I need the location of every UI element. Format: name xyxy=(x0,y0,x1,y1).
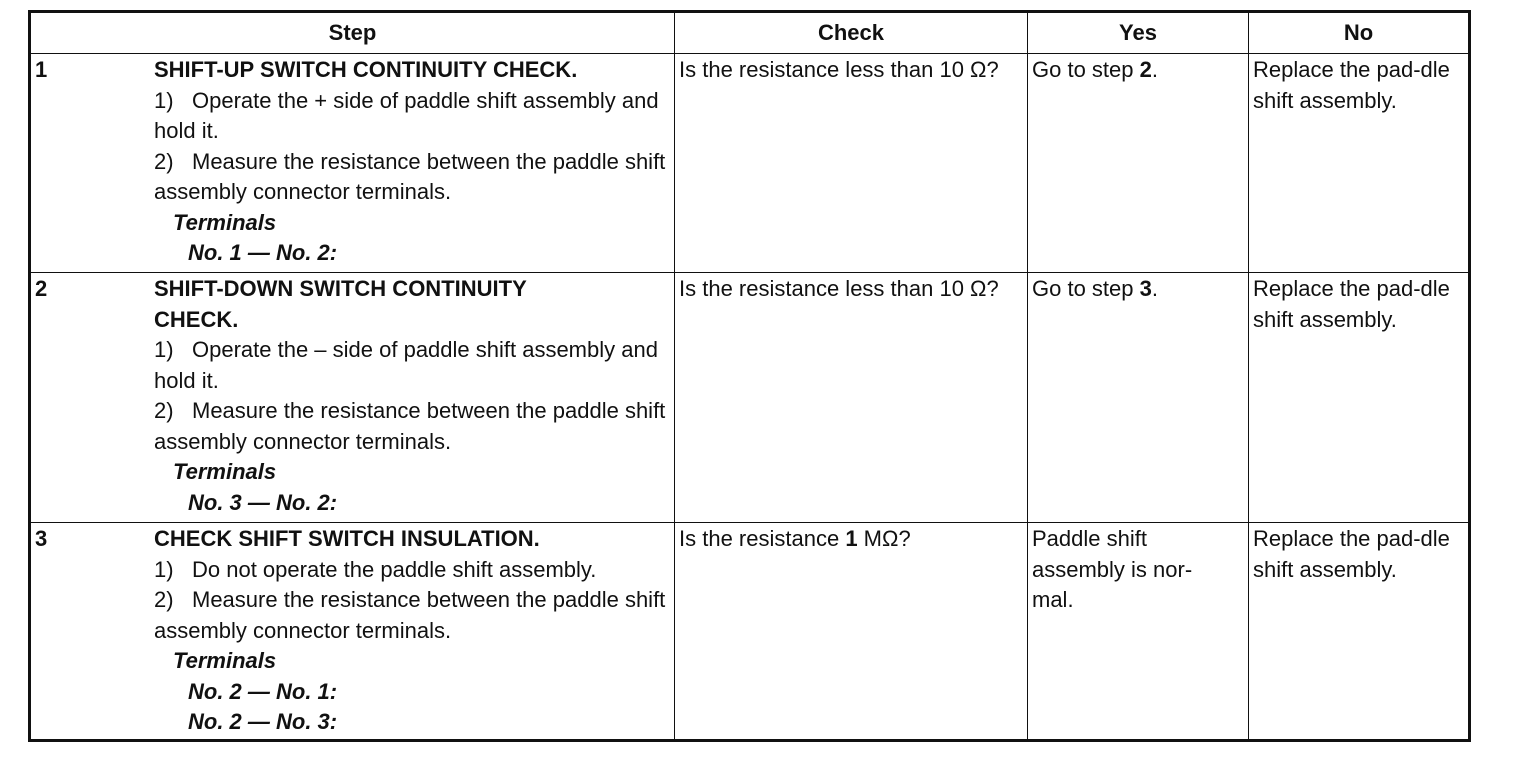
yes-cell xyxy=(1028,54,1249,273)
terminal-pair: No. 2 — No. 1: xyxy=(188,678,338,704)
yes-text xyxy=(1032,54,1244,86)
step-body xyxy=(154,274,670,518)
yes-step-number: 2 xyxy=(1139,57,1152,82)
terminal-pair: No. 2 — No. 3: xyxy=(188,709,338,734)
table-row xyxy=(30,523,1470,741)
step-title: SHIFT-DOWN SWITCH CONTINUITY CHECK. xyxy=(154,276,527,332)
step-cell xyxy=(30,273,675,523)
step-cell xyxy=(30,523,675,741)
no-cell xyxy=(1249,273,1470,523)
step-body xyxy=(154,55,670,269)
step-title: CHECK SHIFT SWITCH INSULATION. xyxy=(154,526,540,551)
check-suffix: MΩ? xyxy=(857,526,911,551)
no-cell xyxy=(1249,54,1470,273)
check-prefix: Is the resistance xyxy=(679,526,846,551)
header-step: Step xyxy=(30,12,675,54)
diagnostic-table xyxy=(28,10,1471,742)
instruction-text: Measure the resistance between the paddle shift assembly connector terminals. xyxy=(154,148,666,204)
instruction-number: 1) xyxy=(154,87,174,113)
header-check: Check xyxy=(675,12,1028,54)
step-number: 2 xyxy=(35,276,48,301)
step-body xyxy=(154,524,670,738)
instruction-number: 2) xyxy=(154,148,174,174)
no-text: Replace the pad-dle shift assembly. xyxy=(1253,276,1450,332)
terminal-pair: No. 3 — No. 2: xyxy=(188,489,338,515)
yes-text xyxy=(1032,273,1244,305)
yes-prefix: Go to step xyxy=(1032,57,1140,82)
terminal-pair: No. 1 — No. 2: xyxy=(188,240,338,265)
step-number: 3 xyxy=(35,526,48,551)
instruction-text: Operate the – side of paddle shift assembly and hold it. xyxy=(154,337,658,393)
check-cell xyxy=(675,54,1028,273)
yes-step-number: 3 xyxy=(1139,276,1152,301)
yes-cell xyxy=(1028,273,1249,523)
header-no: No xyxy=(1249,12,1470,54)
instruction-text: Measure the resistance between the paddle shift assembly connector terminals. xyxy=(154,398,666,454)
no-text: Replace the pad-dle shift assembly. xyxy=(1253,526,1450,582)
no-text: Replace the pad-dle shift assembly. xyxy=(1253,57,1450,113)
step-cell xyxy=(30,54,675,273)
check-cell xyxy=(675,523,1028,741)
instruction xyxy=(154,147,666,208)
instruction xyxy=(154,86,666,147)
instruction xyxy=(154,555,666,586)
yes-text: Paddle shift assembly is nor-mal. xyxy=(1032,526,1193,612)
instruction xyxy=(154,396,666,457)
instruction-number: 2) xyxy=(154,398,174,423)
instruction-text: Do not operate the paddle shift assembly. xyxy=(192,556,597,582)
yes-prefix: Go to step xyxy=(1032,276,1140,301)
check-text xyxy=(679,523,1023,555)
header-row xyxy=(30,12,1470,54)
step-number: 1 xyxy=(35,57,48,82)
instruction xyxy=(154,585,666,646)
step-title: SHIFT-UP SWITCH CONTINUITY CHECK. xyxy=(154,57,578,82)
yes-suffix: . xyxy=(1151,57,1158,82)
instruction-number: 1) xyxy=(154,556,174,582)
terminals-label: Terminals xyxy=(173,209,277,235)
table-row xyxy=(30,54,1470,273)
table-row xyxy=(30,273,1470,523)
instruction-number: 2) xyxy=(154,587,174,612)
header-yes: Yes xyxy=(1028,12,1249,54)
instruction-number: 1) xyxy=(154,337,174,362)
yes-cell xyxy=(1028,523,1249,741)
instruction-text: Measure the resistance between the paddle shift assembly connector terminals. xyxy=(154,587,666,643)
check-text: Is the resistance less than 10 Ω? xyxy=(679,57,999,82)
instruction-text: Operate the + side of paddle shift assembly and hold it. xyxy=(154,87,659,143)
check-text: Is the resistance less than 10 Ω? xyxy=(679,276,999,301)
terminals-label: Terminals xyxy=(173,648,277,673)
instruction xyxy=(154,335,666,396)
terminals-label: Terminals xyxy=(173,459,277,484)
no-cell xyxy=(1249,523,1470,741)
check-cell xyxy=(675,273,1028,523)
yes-suffix: . xyxy=(1151,276,1158,301)
check-value: 1 xyxy=(845,526,858,551)
